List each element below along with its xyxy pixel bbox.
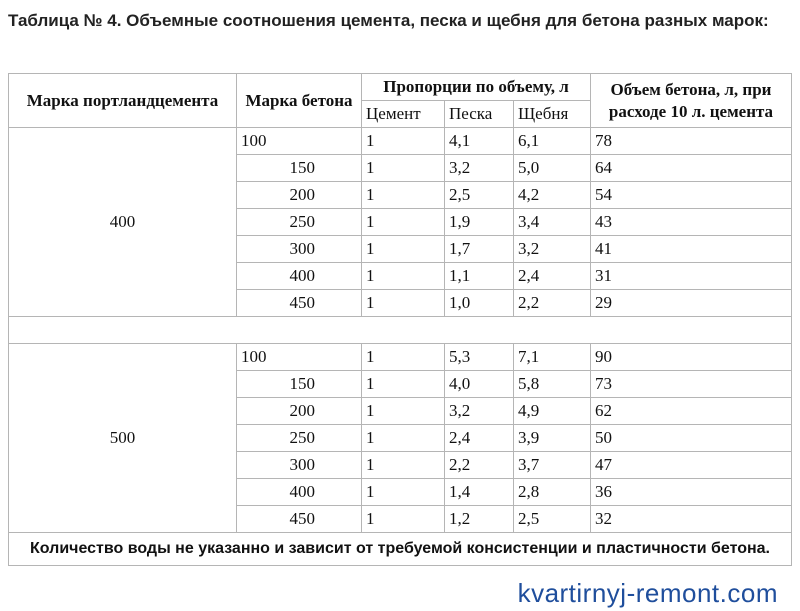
cement-cell: 1 xyxy=(362,506,445,533)
spacer-row xyxy=(9,317,792,344)
gravel-cell: 2,5 xyxy=(514,506,591,533)
site-watermark: kvartirnyj-remont.com xyxy=(517,578,778,608)
sand-cell: 4,0 xyxy=(445,371,514,398)
cement-cell: 1 xyxy=(362,479,445,506)
concrete-mark-cell: 400 xyxy=(237,263,362,290)
gravel-cell: 4,2 xyxy=(514,182,591,209)
cement-cell: 1 xyxy=(362,344,445,371)
volume-cell: 90 xyxy=(591,344,792,371)
gravel-cell: 2,4 xyxy=(514,263,591,290)
volume-cell: 31 xyxy=(591,263,792,290)
header-sand: Песка xyxy=(445,101,514,128)
sand-cell: 2,4 xyxy=(445,425,514,452)
concrete-mark-cell: 250 xyxy=(237,425,362,452)
concrete-mark-cell: 100 xyxy=(237,344,362,371)
gravel-cell: 2,8 xyxy=(514,479,591,506)
gravel-cell: 3,2 xyxy=(514,236,591,263)
gravel-cell: 5,8 xyxy=(514,371,591,398)
sand-cell: 4,1 xyxy=(445,128,514,155)
sand-cell: 2,5 xyxy=(445,182,514,209)
concrete-mark-cell: 450 xyxy=(237,290,362,317)
cement-cell: 1 xyxy=(362,371,445,398)
header-volume: Объем бетона, л, при расходе 10 л. цемента xyxy=(591,74,792,128)
cement-cell: 1 xyxy=(362,398,445,425)
concrete-mark-cell: 450 xyxy=(237,506,362,533)
volume-cell: 47 xyxy=(591,452,792,479)
volume-cell: 29 xyxy=(591,290,792,317)
cement-cell: 1 xyxy=(362,236,445,263)
concrete-mark-cell: 300 xyxy=(237,452,362,479)
concrete-mark-cell: 250 xyxy=(237,209,362,236)
cement-cell: 1 xyxy=(362,128,445,155)
sand-cell: 1,2 xyxy=(445,506,514,533)
footer-note: Количество воды не указанно и зависит от требуемой консистенции и пластичности бетона. xyxy=(9,533,792,566)
concrete-mark-cell: 100 xyxy=(237,128,362,155)
proportions-table xyxy=(8,73,792,566)
sand-cell: 1,0 xyxy=(445,290,514,317)
sand-cell: 3,2 xyxy=(445,398,514,425)
concrete-mark-cell: 200 xyxy=(237,182,362,209)
cement-grade-cell: 400 xyxy=(9,128,237,317)
gravel-cell: 5,0 xyxy=(514,155,591,182)
gravel-cell: 3,9 xyxy=(514,425,591,452)
sand-cell: 2,2 xyxy=(445,452,514,479)
sand-cell: 3,2 xyxy=(445,155,514,182)
header-concrete-brand: Марка бетона xyxy=(237,74,362,128)
concrete-mark-cell: 200 xyxy=(237,398,362,425)
concrete-mark-cell: 400 xyxy=(237,479,362,506)
cement-cell: 1 xyxy=(362,209,445,236)
volume-cell: 43 xyxy=(591,209,792,236)
volume-cell: 36 xyxy=(591,479,792,506)
sand-cell: 5,3 xyxy=(445,344,514,371)
cement-cell: 1 xyxy=(362,182,445,209)
volume-cell: 32 xyxy=(591,506,792,533)
gravel-cell: 4,9 xyxy=(514,398,591,425)
header-cement: Цемент xyxy=(362,101,445,128)
header-gravel: Щебня xyxy=(514,101,591,128)
cement-cell: 1 xyxy=(362,452,445,479)
concrete-mark-cell: 150 xyxy=(237,155,362,182)
cement-cell: 1 xyxy=(362,425,445,452)
gravel-cell: 7,1 xyxy=(514,344,591,371)
volume-cell: 78 xyxy=(591,128,792,155)
cement-cell: 1 xyxy=(362,263,445,290)
header-proportions: Пропорции по объему, л xyxy=(362,74,591,101)
volume-cell: 41 xyxy=(591,236,792,263)
sand-cell: 1,4 xyxy=(445,479,514,506)
cement-grade-cell: 500 xyxy=(9,344,237,533)
header-cement-brand: Марка портландцемента xyxy=(9,74,237,128)
volume-cell: 64 xyxy=(591,155,792,182)
cement-cell: 1 xyxy=(362,155,445,182)
table-body xyxy=(9,128,792,566)
table-title: Таблица № 4. Объемные соотношения цемента, песка и щебня для бетона разных марок: xyxy=(8,11,769,30)
gravel-cell: 2,2 xyxy=(514,290,591,317)
concrete-mark-cell: 150 xyxy=(237,371,362,398)
volume-cell: 62 xyxy=(591,398,792,425)
gravel-cell: 3,7 xyxy=(514,452,591,479)
cement-cell: 1 xyxy=(362,290,445,317)
volume-cell: 54 xyxy=(591,182,792,209)
volume-cell: 50 xyxy=(591,425,792,452)
sand-cell: 1,9 xyxy=(445,209,514,236)
gravel-cell: 3,4 xyxy=(514,209,591,236)
sand-cell: 1,1 xyxy=(445,263,514,290)
footer-row xyxy=(9,533,792,566)
sand-cell: 1,7 xyxy=(445,236,514,263)
table-row xyxy=(9,344,792,371)
concrete-mark-cell: 300 xyxy=(237,236,362,263)
volume-cell: 73 xyxy=(591,371,792,398)
spacer-cell xyxy=(9,317,792,344)
table-row xyxy=(9,128,792,155)
gravel-cell: 6,1 xyxy=(514,128,591,155)
